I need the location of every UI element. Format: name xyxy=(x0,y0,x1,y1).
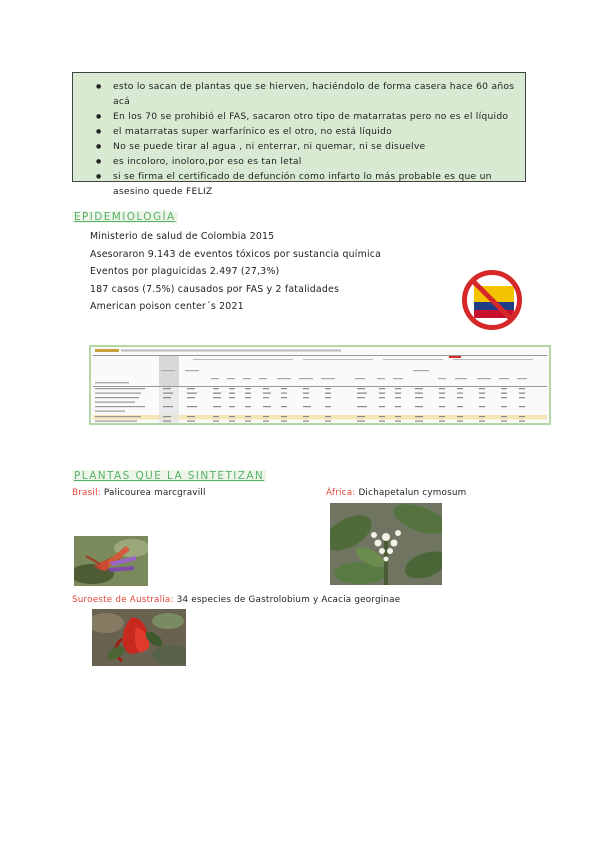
poison-center-table-image xyxy=(89,345,551,425)
epidemiology-heading: EPIDEMIOLOGÍA xyxy=(74,211,176,223)
dichapetalum-plant-photo xyxy=(330,503,442,585)
table-caption-graphic xyxy=(95,348,345,354)
plants-heading: PLANTAS QUE LA SINTETIZAN xyxy=(74,470,265,482)
region-australia-label: Suroeste de Australia: xyxy=(72,595,174,605)
region-brazil xyxy=(72,488,206,498)
epidemiology-line: Eventos por plaguicidas 2.497 (27,3%) xyxy=(90,266,280,277)
note-item: ● el matarratas super warfarínico es el otro, no está líquido xyxy=(87,124,517,139)
note-item: ● En los 70 se prohibió el FAS, sacaron otro tipo de matarratas pero no es el líquido xyxy=(87,109,517,124)
region-brazil-species: Palicourea marcgravill xyxy=(103,488,206,498)
region-africa-species: Dichapetalun cymosum xyxy=(358,488,467,498)
gastrolobium-plant-photo xyxy=(92,609,186,666)
epidemiology-line: Asesoraron 9.143 de eventos tóxicos por sustancia química xyxy=(90,248,382,260)
region-brazil-label: Brasil: xyxy=(72,488,101,498)
note-item: ● si se firma el certificado de defunción como infarto lo más probable es que un asesino quede FELIZ xyxy=(87,169,517,199)
note-item: ● No se puede tirar al agua , ni enterrar, ni quemar, ni se disuelve xyxy=(87,139,517,154)
epidemiology-line: Ministerio de salud de Colombia 2015 xyxy=(90,231,275,242)
region-africa xyxy=(326,488,466,498)
palicourea-plant-photo xyxy=(74,536,148,586)
prohibition-sign-icon xyxy=(460,268,524,332)
notes-list xyxy=(87,79,517,199)
epidemiology-lines xyxy=(90,228,381,316)
table-rows-graphic xyxy=(93,387,547,425)
notes-box xyxy=(72,72,526,197)
table-header-graphic xyxy=(93,355,547,387)
note-item: ● es incoloro, inoloro,por eso es tan letal xyxy=(87,154,517,169)
epidemiology-line: 187 casos (7.5%) causados por FAS y 2 fatalidades xyxy=(90,283,340,295)
region-africa-label: África: xyxy=(326,488,356,498)
note-item: ● esto lo sacan de plantas que se hierven, haciéndolo de forma casera hace 60 años acá xyxy=(87,79,517,109)
epidemiology-line: American poison center´s 2021 xyxy=(90,301,244,312)
region-australia-species: 34 especies de Gastrolobium y Acacia georginae xyxy=(176,595,401,605)
region-australia xyxy=(72,595,400,605)
